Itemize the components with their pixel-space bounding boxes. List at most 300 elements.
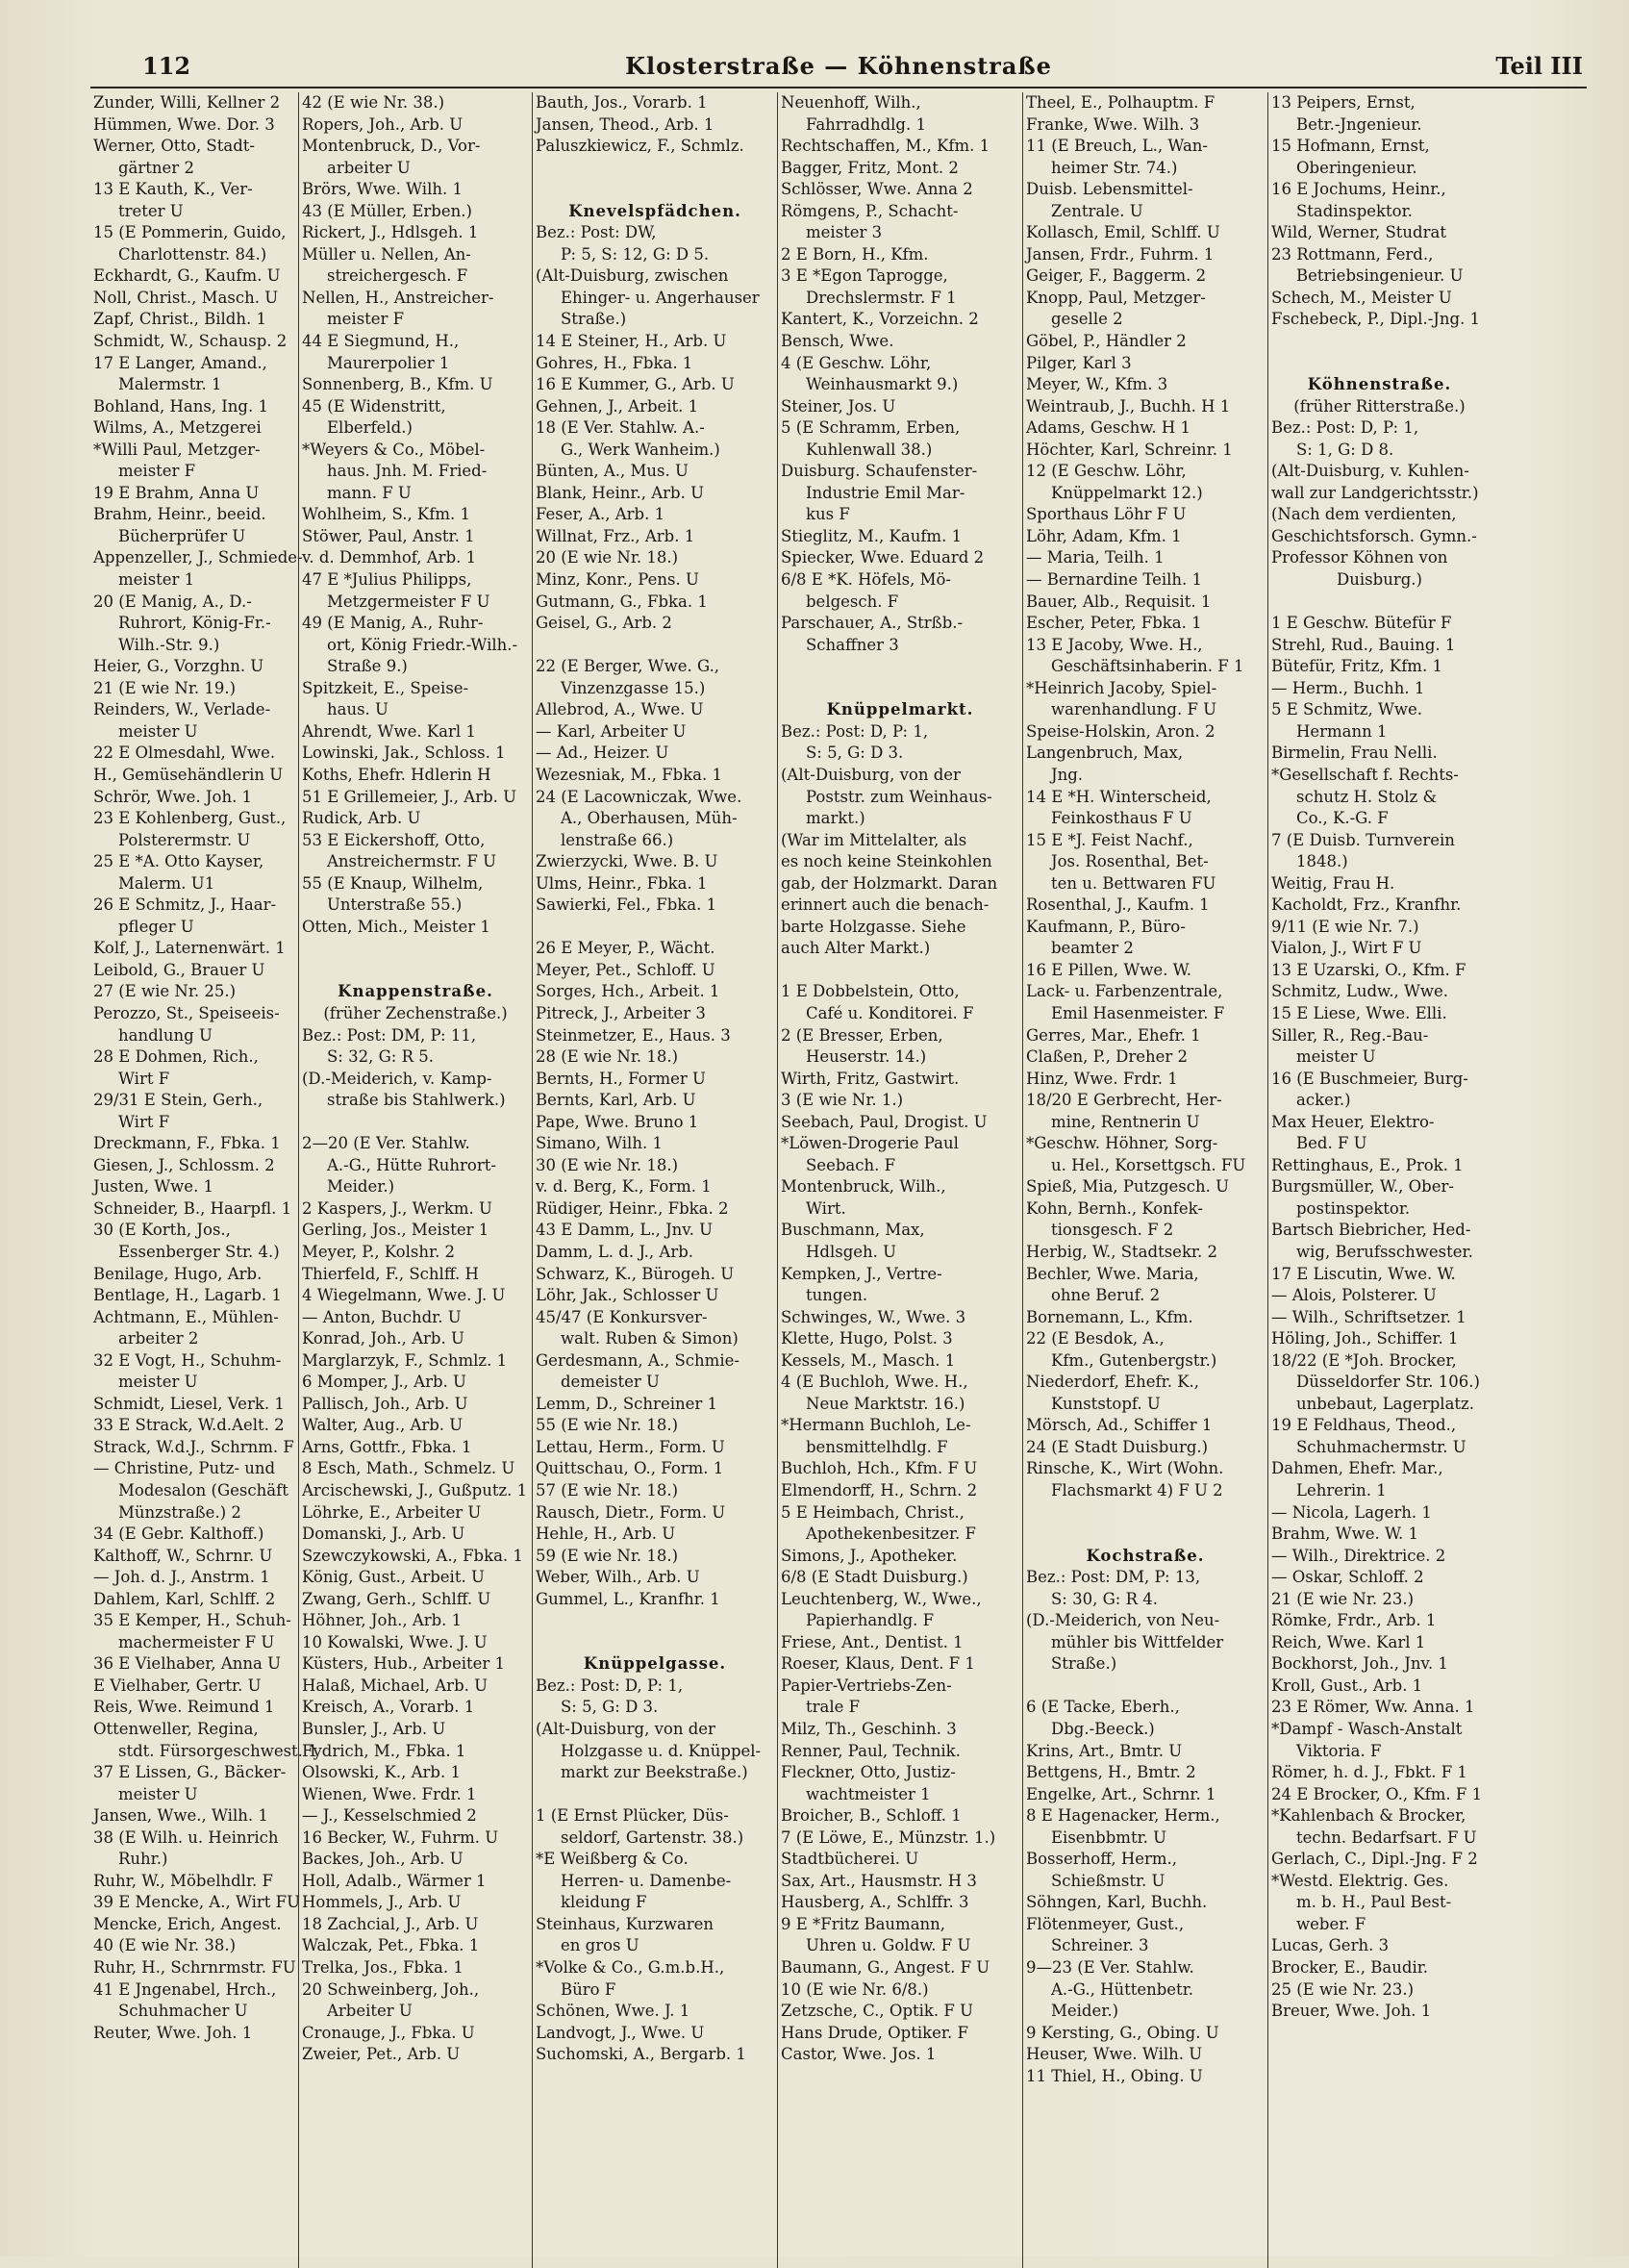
entry-line: Zwang, Gerh., Schlff. U: [302, 1589, 491, 1608]
page-number: 112: [142, 52, 191, 80]
entry-line: Küsters, Hub., Arbeiter 1: [302, 1654, 506, 1674]
entry-line: Gummel, L., Kranfhr. 1: [536, 1589, 720, 1608]
entry-line: 13 E Jacoby, Wwe. H.,: [1026, 635, 1203, 654]
entry-line: Zentrale. U: [1051, 201, 1143, 220]
entry-line: Heier, G., Vorzghn. U: [93, 657, 264, 676]
entry-line: Münzstraße.) 2: [118, 1502, 241, 1522]
entry-line: *Löwen-Drogerie Paul: [781, 1134, 959, 1153]
entry-line: Spitzkeit, E., Speise-: [302, 678, 469, 697]
entry-line: (Alt-Duisburg, von der: [536, 1720, 715, 1739]
entry-line: Simons, J., Apotheker.: [781, 1546, 958, 1565]
spacer: [536, 158, 774, 180]
entry-line: Bez.: Post: DW,: [536, 223, 657, 242]
entry-line: 1 E Dobbelstein, Otto,: [781, 982, 960, 1001]
entry-line: 18/22 (E *Joh. Brocker,: [1271, 1350, 1457, 1370]
entry-line: 15 E *J. Feist Nachf.,: [1026, 830, 1193, 849]
entry-line: Apothekenbesitzer. F: [806, 1525, 976, 1544]
entry-line: *Willi Paul, Metzger-: [93, 440, 261, 459]
entry-line: Bockhorst, Joh., Jnv. 1: [1271, 1654, 1448, 1674]
entry-line: Otten, Mich., Meister 1: [302, 917, 490, 936]
entry-line: *Heinrich Jacoby, Spiel-: [1026, 678, 1217, 697]
entry-line: — Anton, Buchdr. U: [302, 1307, 462, 1326]
entry-line: S: 32, G: R 5.: [327, 1047, 434, 1067]
entry-line: Geisel, G., Arb. 2: [536, 614, 672, 633]
entry-line: Löhr, Jak., Schlosser U: [536, 1286, 719, 1305]
entry-line: Malerm. U1: [118, 873, 215, 893]
entry-line: Höchter, Karl, Schreinr. 1: [1026, 440, 1233, 459]
entry-line: Bünten, A., Mus. U: [536, 462, 689, 481]
entry-line: Schlösser, Wwe. Anna 2: [781, 180, 973, 199]
entry-line: Schmidt, Liesel, Verk. 1: [93, 1394, 285, 1413]
entry-line: Industrie Emil Mar-: [806, 483, 965, 502]
entry-line: acker.): [1296, 1091, 1351, 1110]
entry-line: Elmendorff, H., Schrn. 2: [781, 1481, 978, 1499]
entry-line: Drechslermstr. F 1: [806, 288, 957, 307]
entry-line: 2 Kaspers, J., Werkm. U: [302, 1198, 492, 1218]
entry-line: (früher Ritterstraße.): [1293, 396, 1466, 416]
entry-line: 35 E Kemper, H., Schuh-: [93, 1611, 291, 1630]
entry-line: beamter 2: [1051, 939, 1134, 958]
entry-line: Spiecker, Wwe. Eduard 2: [781, 548, 985, 567]
entry-line: meister 3: [806, 223, 883, 242]
entry-line: Schmidt, W., Schausp. 2: [93, 332, 288, 351]
entry-line: 14 E *H. Winterscheid,: [1026, 787, 1212, 806]
entry-line: 9 Kersting, G., Obing. U: [1026, 2023, 1219, 2042]
entry-line: Stöwer, Paul, Anstr. 1: [302, 526, 475, 545]
entry-line: 12 (E Geschw. Löhr,: [1026, 462, 1187, 481]
entry-line: Walter, Aug., Arb. U: [302, 1416, 464, 1435]
entry-line: Montenbruck, Wilh.,: [781, 1177, 946, 1197]
entry-line: Wirt F: [118, 1069, 170, 1088]
entry-line: 13 Peipers, Ernst,: [1271, 93, 1416, 112]
entry-line: Schuhmachermstr. U: [1296, 1437, 1466, 1456]
entry-line: Flachsmarkt 4) F U 2: [1051, 1481, 1223, 1499]
entry-line: 8 E Hagenacker, Herm.,: [1026, 1806, 1220, 1826]
entry-line: 43 E Damm, L., Jnv. U: [536, 1221, 714, 1240]
entry-line: 55 (E Knaup, Wilhelm,: [302, 873, 484, 893]
entry-line: unbebaut, Lagerplatz.: [1296, 1394, 1474, 1413]
entry-line: Kolf, J., Laternenwärt. 1: [93, 939, 286, 958]
entry-line: Anstreichermstr. F U: [327, 852, 496, 871]
entry-line: 39 E Mencke, A., Wirt FU: [93, 1893, 301, 1912]
entry-line: Werner, Otto, Stadt-: [93, 137, 255, 156]
entry-line: stdt. Fürsorgeschwest. 1: [118, 1741, 318, 1760]
entry-line: meister U: [1296, 1047, 1376, 1067]
entry-line: Eisenbbmtr. U: [1051, 1827, 1167, 1847]
entry-line: Perozzo, St., Speiseeis-: [93, 1003, 280, 1022]
entry-line: Weber, Wilh., Arb. U: [536, 1568, 700, 1587]
entry-line: *Gesellschaft f. Rechts-: [1271, 765, 1459, 784]
entry-line: Knüppelmarkt 12.): [1051, 483, 1203, 502]
entry-line: 28 E Dohmen, Rich.,: [93, 1047, 259, 1067]
entry-line: Lack- u. Farbenzentrale,: [1026, 982, 1223, 1001]
entry-line: Ruhr, W., Möbelhdlr. F: [93, 1871, 273, 1890]
spacer: [1026, 1676, 1265, 1698]
entry-line: Dreckmann, F., Fbka. 1: [93, 1134, 281, 1153]
entry-line: *Geschw. Höhner, Sorg-: [1026, 1134, 1218, 1153]
entry-line: en gros U: [561, 1936, 639, 1955]
column-4: [777, 92, 1022, 2268]
spacer: [781, 960, 1019, 982]
entry-line: 9 E *Fritz Baumann,: [781, 1914, 946, 1933]
entry-line: Betriebsingenieur. U: [1296, 266, 1464, 286]
entry-line: 43 (E Müller, Erben.): [302, 201, 472, 220]
entry-line: Brahm, Heinr., beeid.: [93, 505, 266, 524]
entry-line: Ruhr.): [118, 1850, 168, 1869]
entry-line: Backes, Joh., Arb. U: [302, 1850, 464, 1869]
entry-line: schutz H. Stolz &: [1296, 787, 1438, 806]
entry-line: *Westd. Elektrig. Ges.: [1271, 1871, 1449, 1890]
entry-line: 1848.): [1296, 852, 1348, 871]
entry-line: Wild, Werner, Studrat: [1271, 223, 1446, 242]
entry-line: 20 Schweinberg, Joh.,: [302, 1979, 480, 1999]
entry-line: mann. F U: [327, 483, 412, 502]
entry-line: Bechler, Wwe. Maria,: [1026, 1264, 1199, 1283]
entry-line: Halaß, Michael, Arb. U: [302, 1676, 489, 1695]
entry-line: Rüdiger, Heinr., Fbka. 2: [536, 1198, 729, 1218]
entry-line: 7 (E Duisb. Turnverein: [1271, 830, 1455, 849]
spacer: [1271, 592, 1488, 614]
entry-line: Wirth, Fritz, Gastwirt.: [781, 1069, 960, 1088]
entry-line: lenstraße 66.): [561, 830, 674, 849]
entry-line: 21 (E wie Nr. 19.): [93, 678, 237, 697]
entry-line: markt.): [806, 809, 865, 828]
entry-line: Metzgermeister F U: [327, 592, 490, 611]
entry-line: Schmitz, Ludw., Wwe.: [1271, 982, 1449, 1001]
entry-line: A.-G., Hütte Ruhrort-: [327, 1155, 496, 1174]
entry-line: Schwinges, W., Wwe. 3: [781, 1307, 966, 1326]
entry-line: Oberingenieur.: [1296, 158, 1417, 177]
entry-line: A., Oberhausen, Müh-: [561, 809, 738, 828]
entry-line: Hdlsgeh. U: [806, 1242, 897, 1261]
entry-line: trale F: [806, 1698, 861, 1717]
entry-line: Steiner, Jos. U: [781, 396, 896, 416]
spacer: [536, 1610, 774, 1632]
entry-line: Damm, L. d. J., Arb.: [536, 1242, 694, 1261]
entry-line: 11 Thiel, H., Obing. U: [1026, 2066, 1203, 2085]
entry-line: 28 (E wie Nr. 18.): [536, 1047, 679, 1067]
entry-line: Milz, Th., Geschinh. 3: [781, 1720, 957, 1739]
column-6: [1267, 92, 1491, 2268]
entry-line: Gehnen, J., Arbeit. 1: [536, 396, 699, 416]
entry-line: Modesalon (Geschäft: [118, 1481, 288, 1499]
entry-line: Steinmetzer, E., Haus. 3: [536, 1025, 731, 1045]
entry-line: S: 5, G: D 3.: [561, 1698, 659, 1717]
entry-line: Ruhr, H., Schrnrmstr. FU: [93, 1958, 296, 1978]
entry-line: Sporthaus Löhr F U: [1026, 505, 1187, 524]
entry-line: Parschauer, A., Strßb.-: [781, 614, 964, 633]
entry-line: G., Werk Wanheim.): [561, 440, 720, 459]
entry-line: gärtner 2: [118, 158, 194, 177]
entry-line: (D.-Meiderich, v. Kamp-: [302, 1069, 492, 1088]
entry-line: Feinkosthaus F U: [1051, 809, 1192, 828]
entry-line: 6/8 (E Stadt Duisburg.): [781, 1568, 968, 1587]
entry-line: Gerdesmann, A., Schmie-: [536, 1350, 739, 1370]
entry-line: Thierfeld, F., Schlff. H: [302, 1264, 479, 1283]
entry-line: 18/20 E Gerbrecht, Her-: [1026, 1091, 1222, 1110]
entry-line: Bez.: Post: DM, P: 11,: [302, 1025, 477, 1045]
entry-line: A.-G., Hüttenbetr.: [1051, 1979, 1194, 1999]
entry-line: Heuserstr. 14.): [806, 1047, 927, 1067]
entry-line: Holzgasse u. d. Knüppel-: [561, 1741, 762, 1760]
entry-line: Neuenhoff, Wilh.,: [781, 93, 921, 112]
entry-line: Cronauge, J., Fbka. U: [302, 2023, 475, 2042]
entry-line: Wienen, Wwe. Frdr. 1: [302, 1784, 477, 1803]
entry-line: 51 E Grillemeier, J., Arb. U: [302, 787, 517, 806]
entry-line: (Alt-Duisburg, zwischen: [536, 266, 729, 286]
column-5: [1022, 92, 1267, 2268]
entry-line: 59 (E wie Nr. 18.): [536, 1546, 679, 1565]
entry-line: Olsowski, K., Arb. 1: [302, 1763, 461, 1782]
entry-line: Düsseldorfer Str. 106.): [1296, 1373, 1480, 1392]
entry-line: 11 (E Breuch, L., Wan-: [1026, 137, 1208, 156]
entry-line: Seebach. F: [806, 1155, 896, 1174]
entry-line: 40 (E wie Nr. 38.): [93, 1936, 237, 1955]
entry-line: meister 1: [118, 570, 195, 590]
entry-line: 4 (E Geschw. Löhr,: [781, 353, 932, 372]
entry-line: Reich, Wwe. Karl 1: [1271, 1632, 1426, 1651]
entry-line: Koths, Ehefr. Hdlerin H: [302, 765, 491, 784]
entry-line: postinspektor.: [1296, 1198, 1411, 1218]
spacer: [302, 938, 529, 960]
entry-line: — Karl, Arbeiter U: [536, 721, 687, 741]
entry-line: u. Hel., Korsettgsch. FU: [1051, 1155, 1246, 1174]
entry-line: Pape, Wwe. Bruno 1: [536, 1112, 699, 1131]
spacer: [536, 635, 774, 657]
entry-line: Wirt F: [118, 1112, 170, 1131]
entry-line: Pitreck, J., Arbeiter 3: [536, 1003, 706, 1022]
entry-line: Bohland, Hans, Ing. 1: [93, 396, 268, 416]
entry-line: Bartsch Biebricher, Hed-: [1271, 1221, 1471, 1240]
entry-line: Fleckner, Otto, Justiz-: [781, 1763, 956, 1782]
entry-line: Gohres, H., Fbka. 1: [536, 353, 693, 372]
entry-line: kleidung F: [561, 1893, 647, 1912]
entry-line: Jansen, Frdr., Fuhrm. 1: [1026, 244, 1215, 264]
entry-line: Löhr, Adam, Kfm. 1: [1026, 526, 1182, 545]
entry-line: 16 (E Buschmeier, Burg-: [1271, 1069, 1468, 1088]
entry-line: 15 (E Pommerin, Guido,: [93, 223, 287, 242]
entry-line: S: 1, G: D 8.: [1296, 440, 1394, 459]
entry-line: Bauth, Jos., Vorarb. 1: [536, 93, 708, 112]
entry-line: 24 (E Lacowniczak, Wwe.: [536, 787, 742, 806]
entry-line: Zunder, Willi, Kellner 2: [93, 93, 281, 112]
entry-line: Betr.-Jngenieur.: [1296, 114, 1422, 134]
entry-line: 22 (E Besdok, A.,: [1026, 1329, 1165, 1348]
entry-line: Herbig, W., Stadtsekr. 2: [1026, 1242, 1217, 1261]
entry-line: 9—23 (E Ver. Stahlw.: [1026, 1958, 1194, 1978]
entry-line: streichergesch. F: [327, 266, 468, 286]
entry-line: Sonnenberg, B., Kfm. U: [302, 375, 493, 394]
entry-line: 24 (E Stadt Duisburg.): [1026, 1437, 1209, 1456]
entry-line: Meyer, Pet., Schloff. U: [536, 960, 715, 979]
entry-line: Fydrich, M., Fbka. 1: [302, 1741, 466, 1760]
entry-line: *E Weißberg & Co.: [536, 1850, 689, 1869]
entry-line: — Wilh., Schriftsetzer. 1: [1271, 1307, 1466, 1326]
entry-line: Hommels, J., Arb. U: [302, 1893, 462, 1912]
entry-line: pfleger U: [118, 917, 194, 936]
entry-line: *Kahlenbach & Brocker,: [1271, 1806, 1466, 1826]
entry-line: 45 (E Widenstritt,: [302, 396, 446, 416]
entry-line: Meider.): [327, 1177, 395, 1197]
entry-line: Strack, W.d.J., Schrnm. F: [93, 1437, 294, 1456]
entry-line: Duisburg.): [1337, 570, 1422, 590]
street-heading: Knüppelmarkt.: [826, 700, 974, 719]
entry-line: Brahm, Wwe. W. 1: [1271, 1525, 1419, 1544]
entry-line: 23 E Kohlenberg, Gust.,: [93, 809, 287, 828]
entry-line: Pallisch, Joh., Arb. U: [302, 1394, 468, 1413]
entry-line: Kuhlenwall 38.): [806, 440, 933, 459]
entry-line: Meyer, P., Kolshr. 2: [302, 1242, 456, 1261]
entry-line: Bornemann, L., Kfm.: [1026, 1307, 1193, 1326]
entry-line: Weitig, Frau H.: [1271, 873, 1395, 893]
entry-line: 42 (E wie Nr. 38.): [302, 93, 445, 112]
entry-line: Meider.): [1051, 2002, 1119, 2021]
spacer: [1271, 331, 1488, 353]
entry-line: Adams, Geschw. H 1: [1026, 418, 1190, 438]
entry-line: Siller, R., Reg.-Bau-: [1271, 1025, 1429, 1045]
entry-line: König, Gust., Arbeit. U: [302, 1568, 485, 1587]
entry-line: Ahrendt, Wwe. Karl 1: [302, 721, 476, 741]
entry-line: 16 E Jochums, Heinr.,: [1271, 180, 1446, 199]
entry-line: Hermann 1: [1296, 721, 1388, 741]
entry-line: Appenzeller, J., Schmiede-: [93, 548, 303, 567]
entry-line: 18 Zachcial, J., Arb. U: [302, 1914, 479, 1933]
entry-line: Co., K.-G. F: [1296, 809, 1389, 828]
entry-line: erinnert auch die benach-: [781, 895, 990, 915]
entry-line: Friese, Ant., Dentist. 1: [781, 1632, 964, 1651]
entry-line: Emil Hasenmeister. F: [1051, 1003, 1225, 1022]
entry-line: Simano, Wilh. 1: [536, 1134, 663, 1153]
entry-line: v. d. Demmhof, Arb. 1: [302, 548, 477, 567]
entry-line: Krins, Art., Bmtr. U: [1026, 1741, 1183, 1760]
entry-line: — Christine, Putz- und: [93, 1459, 276, 1478]
entry-line: 10 (E wie Nr. 6/8.): [781, 1979, 929, 1999]
entry-line: Reuter, Wwe. Joh. 1: [93, 2023, 253, 2042]
entry-line: (Nach dem verdienten,: [1271, 505, 1457, 524]
entry-line: handlung U: [118, 1025, 213, 1045]
entry-line: Rechtschaffen, M., Kfm. 1: [781, 137, 990, 156]
entry-line: Ottenweller, Regina,: [93, 1720, 259, 1739]
entry-line: 53 E Eickershoff, Otto,: [302, 830, 486, 849]
entry-line: Jansen, Wwe., Wilh. 1: [93, 1806, 268, 1826]
entry-line: Zapf, Christ., Bildh. 1: [93, 310, 266, 329]
entry-line: Höhner, Joh., Arb. 1: [302, 1611, 463, 1630]
entry-line: Lucas, Gerh. 3: [1271, 1936, 1390, 1955]
entry-line: Ehinger- u. Angerhauser: [561, 288, 760, 307]
entry-line: Baumann, G., Angest. F U: [781, 1958, 990, 1978]
entry-line: Ulms, Heinr., Fbka. 1: [536, 873, 708, 893]
entry-line: Rosenthal, J., Kaufm. 1: [1026, 895, 1210, 915]
entry-line: gab, der Holzmarkt. Daran: [781, 873, 998, 893]
entry-line: Malermstr. 1: [118, 375, 222, 394]
entry-line: 22 E Olmesdahl, Wwe.: [93, 743, 276, 763]
entry-line: 25 E *A. Otto Kayser,: [93, 852, 264, 871]
entry-line: 57 (E wie Nr. 18.): [536, 1481, 679, 1499]
entry-line: 13 E Kauth, K., Ver-: [93, 180, 253, 199]
entry-line: Hans Drude, Optiker. F: [781, 2023, 968, 2042]
entry-line: walt. Ruben & Simon): [561, 1329, 739, 1348]
entry-line: Höling, Joh., Schiffer. 1: [1271, 1329, 1459, 1348]
entry-line: — Bernardine Teilh. 1: [1026, 570, 1203, 590]
entry-line: Professor Köhnen von: [1271, 548, 1448, 567]
entry-line: Maurerpolier 1: [327, 353, 450, 372]
entry-line: Straße.): [1051, 1654, 1117, 1674]
entry-line: 19 E Feldhaus, Theod.,: [1271, 1416, 1457, 1435]
entry-line: Schrör, Wwe. Joh. 1: [93, 787, 253, 806]
entry-line: 22 (E Berger, Wwe. G.,: [536, 657, 720, 676]
entry-line: Trelka, Jos., Fbka. 1: [302, 1958, 464, 1978]
page-header: [90, 44, 1587, 88]
entry-line: Bosserhoff, Herm.,: [1026, 1850, 1178, 1869]
entry-line: Marglarzyk, F., Schmlz. 1: [302, 1350, 508, 1370]
spacer: [1026, 1502, 1265, 1525]
entry-line: 16 E Pillen, Wwe. W.: [1026, 960, 1192, 979]
entry-line: Hehle, H., Arb. U: [536, 1525, 676, 1544]
entry-line: Kempken, J., Vertre-: [781, 1264, 942, 1283]
entry-line: Max Heuer, Elektro-: [1271, 1112, 1435, 1131]
entry-line: Bez.: Post: D, P: 1,: [781, 721, 929, 741]
entry-line: Castor, Wwe. Jos. 1: [781, 2045, 937, 2064]
entry-line: 8 Esch, Math., Schmelz. U: [302, 1459, 515, 1478]
entry-line: wall zur Landgerichtsstr.): [1271, 483, 1479, 502]
entry-line: Zwierzycki, Wwe. B. U: [536, 852, 718, 871]
entry-line: Schneider, B., Haarpfl. 1: [93, 1198, 292, 1218]
entry-line: Jansen, Theod., Arb. 1: [536, 114, 714, 134]
entry-line: Knopp, Paul, Metzger-: [1026, 288, 1206, 307]
entry-line: Schönen, Wwe. J. 1: [536, 2002, 690, 2021]
spacer: [536, 1632, 774, 1654]
entry-line: Minz, Konr., Pens. U: [536, 570, 699, 590]
entry-line: Hausberg, A., Schlffr. 3: [781, 1893, 969, 1912]
entry-line: Fschebeck, P., Dipl.-Jng. 1: [1271, 310, 1481, 329]
entry-line: Papierhandlg. F: [806, 1611, 935, 1630]
entry-line: 5 E Schmitz, Wwe.: [1271, 700, 1423, 719]
entry-line: Buschmann, Max,: [781, 1221, 925, 1240]
entry-line: Theel, E., Polhauptm. F: [1026, 93, 1215, 112]
entry-line: Straße 9.): [327, 657, 408, 676]
entry-line: Römgens, P., Schacht-: [781, 201, 959, 220]
entry-line: ten u. Bettwaren FU: [1051, 873, 1216, 893]
entry-line: 23 Rottmann, Ferd.,: [1271, 244, 1434, 264]
entry-line: Kantert, K., Vorzeichn. 2: [781, 310, 979, 329]
entry-line: Schaffner 3: [806, 635, 899, 654]
entry-line: techn. Bedarfsart. F U: [1296, 1827, 1477, 1847]
entry-line: 15 E Liese, Wwe. Elli.: [1271, 1003, 1447, 1022]
entry-line: Seebach, Paul, Drogist. U: [781, 1112, 988, 1131]
entry-line: Charlottenstr. 84.): [118, 244, 267, 264]
entry-line: 2 E Born, H., Kfm.: [781, 244, 929, 264]
entry-line: Sax, Art., Hausmstr. H 3: [781, 1871, 977, 1890]
entry-line: 25 (E wie Nr. 23.): [1271, 1979, 1415, 1999]
entry-line: Brocker, E., Baudir.: [1271, 1958, 1429, 1978]
entry-line: Giesen, J., Schlossm. 2: [93, 1155, 275, 1174]
entry-line: Römke, Frdr., Arb. 1: [1271, 1611, 1437, 1630]
entry-line: Stieglitz, M., Kaufm. 1: [781, 526, 963, 545]
entry-line: Wilh.-Str. 9.): [118, 635, 220, 654]
entry-line: *Hermann Buchloh, Le-: [781, 1416, 971, 1435]
entry-line: 45/47 (E Konkursver-: [536, 1307, 708, 1326]
entry-line: demeister U: [561, 1373, 660, 1392]
entry-line: Willnat, Frz., Arb. 1: [536, 526, 695, 545]
entry-line: meister U: [118, 1784, 198, 1803]
entry-line: geselle 2: [1051, 310, 1123, 329]
entry-line: 32 E Vogt, H., Schuhm-: [93, 1350, 282, 1370]
entry-line: arbeiter U: [327, 158, 411, 177]
entry-line: 6 (E Tacke, Eberh.,: [1026, 1698, 1180, 1717]
entry-line: Duisburg. Schaufenster-: [781, 462, 978, 481]
entry-line: Unterstraße 55.): [327, 895, 463, 915]
entry-line: Essenberger Str. 4.): [118, 1242, 280, 1261]
